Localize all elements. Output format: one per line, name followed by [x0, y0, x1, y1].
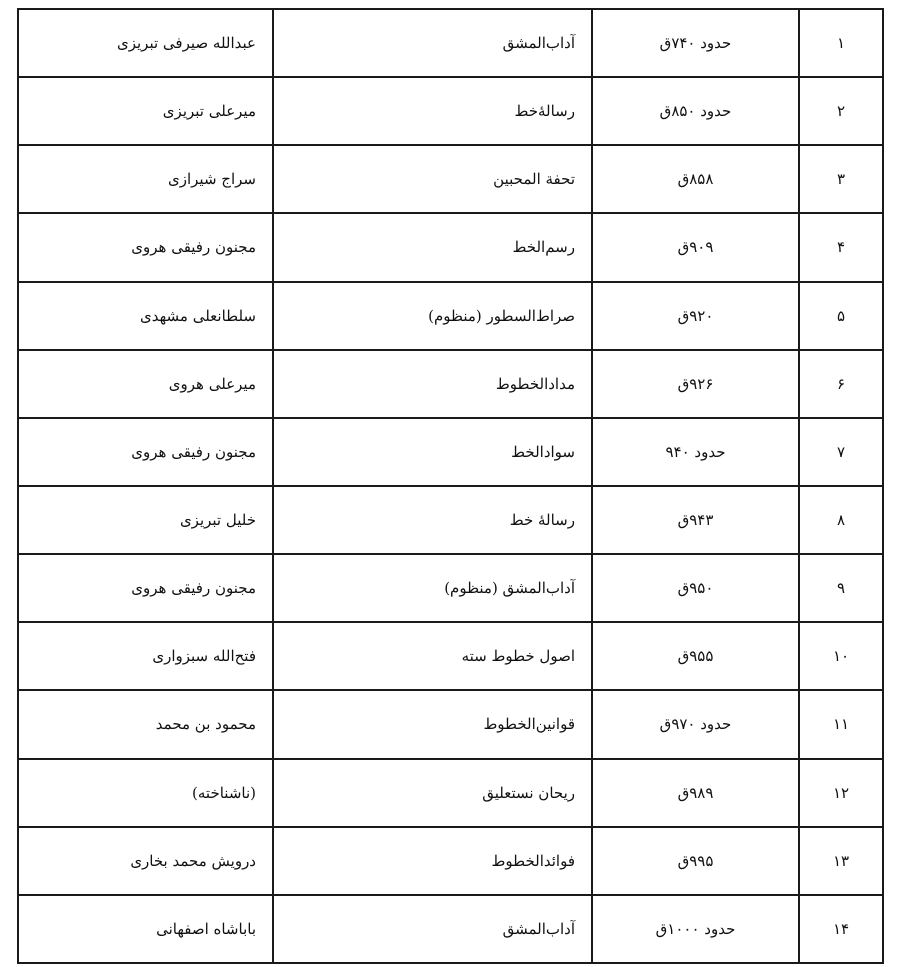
table-row [18, 759, 883, 827]
date-cell: ۹۵۵ق [592, 622, 799, 690]
table-row [18, 418, 883, 486]
author-cell: مجنون رفیقی هروی [18, 418, 273, 486]
treatise-title-cell: رسالۀ خط [273, 486, 592, 554]
treatises-table [17, 8, 884, 964]
table-row [18, 213, 883, 281]
table-row [18, 282, 883, 350]
table-row [18, 827, 883, 895]
author-cell: میرعلی هروی [18, 350, 273, 418]
date-cell: حدود ۹۴۰ [592, 418, 799, 486]
author-cell: مجنون رفیقی هروی [18, 554, 273, 622]
date-cell: ۹۵۰ق [592, 554, 799, 622]
table-row [18, 895, 883, 963]
table-row [18, 486, 883, 554]
treatise-title-cell: رسم‌الخط [273, 213, 592, 281]
table-row [18, 145, 883, 213]
date-cell: حدود ۷۴۰ق [592, 9, 799, 77]
treatise-title-cell: سوادالخط [273, 418, 592, 486]
treatise-title-cell: اصول خطوط سته [273, 622, 592, 690]
row-number-cell: ۲ [799, 77, 883, 145]
row-number-cell: ۱۲ [799, 759, 883, 827]
table-row [18, 77, 883, 145]
document-page [17, 8, 884, 964]
table-row [18, 622, 883, 690]
row-number-cell: ۸ [799, 486, 883, 554]
treatise-title-cell: آداب‌المشق [273, 9, 592, 77]
row-number-cell: ۱ [799, 9, 883, 77]
author-cell: میرعلی تبریزی [18, 77, 273, 145]
author-cell: عبدالله صیرفی تبریزی [18, 9, 273, 77]
row-number-cell: ۷ [799, 418, 883, 486]
row-number-cell: ۶ [799, 350, 883, 418]
row-number-cell: ۱۱ [799, 690, 883, 758]
row-number-cell: ۴ [799, 213, 883, 281]
treatise-title-cell: رسالۀخط [273, 77, 592, 145]
treatise-title-cell: آداب‌المشق (منظوم) [273, 554, 592, 622]
row-number-cell: ۱۴ [799, 895, 883, 963]
treatise-title-cell: ریحان نستعلیق [273, 759, 592, 827]
author-cell: سلطانعلی مشهدی [18, 282, 273, 350]
row-number-cell: ۹ [799, 554, 883, 622]
table-row [18, 690, 883, 758]
author-cell: باباشاه اصفهانی [18, 895, 273, 963]
date-cell: حدود ۹۷۰ق [592, 690, 799, 758]
date-cell: ۹۴۳ق [592, 486, 799, 554]
treatise-title-cell: صراط‌السطور (منظوم) [273, 282, 592, 350]
author-cell: درویش محمد بخاری [18, 827, 273, 895]
date-cell: ۹۰۹ق [592, 213, 799, 281]
table-row [18, 554, 883, 622]
table-body [18, 9, 883, 963]
date-cell: ۹۹۵ق [592, 827, 799, 895]
author-cell: فتح‌الله سبزواری [18, 622, 273, 690]
author-cell: (ناشناخته) [18, 759, 273, 827]
author-cell: سراج شیرازی [18, 145, 273, 213]
date-cell: حدود ۱۰۰۰ق [592, 895, 799, 963]
author-cell: خلیل تبریزی [18, 486, 273, 554]
row-number-cell: ۱۳ [799, 827, 883, 895]
treatise-title-cell: قوانین‌الخطوط [273, 690, 592, 758]
row-number-cell: ۱۰ [799, 622, 883, 690]
table-row [18, 9, 883, 77]
date-cell: ۸۵۸ق [592, 145, 799, 213]
date-cell: ۹۲۰ق [592, 282, 799, 350]
treatise-title-cell: آداب‌المشق [273, 895, 592, 963]
author-cell: مجنون رفیقی هروی [18, 213, 273, 281]
date-cell: ۹۲۶ق [592, 350, 799, 418]
treatise-title-cell: تحفة المحبین [273, 145, 592, 213]
row-number-cell: ۳ [799, 145, 883, 213]
treatise-title-cell: فوائدالخطوط [273, 827, 592, 895]
table-row [18, 350, 883, 418]
date-cell: حدود ۸۵۰ق [592, 77, 799, 145]
row-number-cell: ۵ [799, 282, 883, 350]
date-cell: ۹۸۹ق [592, 759, 799, 827]
treatise-title-cell: مدادالخطوط [273, 350, 592, 418]
author-cell: محمود بن محمد [18, 690, 273, 758]
